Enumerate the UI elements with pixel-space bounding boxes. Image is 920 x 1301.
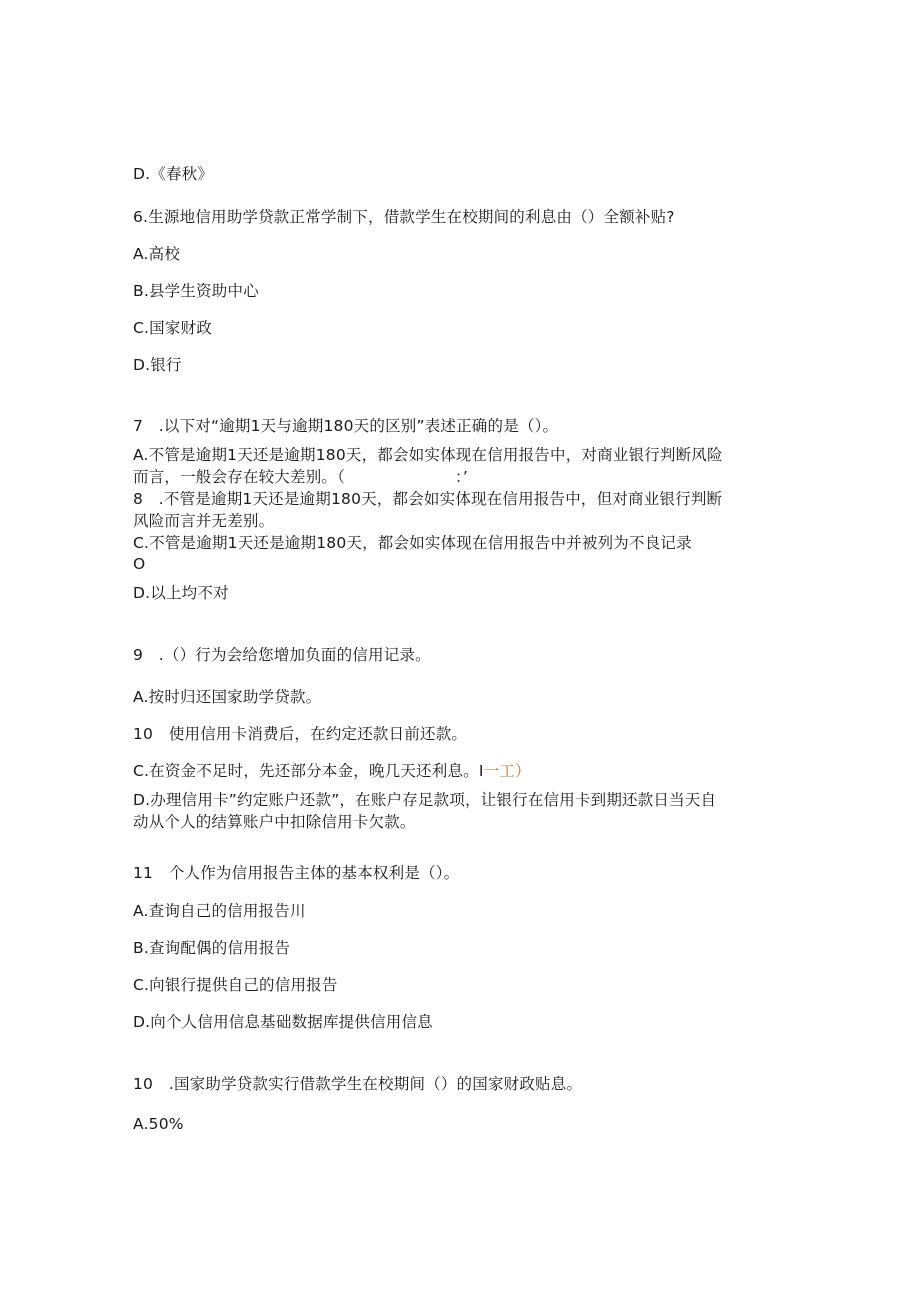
option-q11-b: B.查询配偶的信用报告 [133,939,291,957]
question-7: 7 .以下对“逾期1天与逾期180天的区别”表述正确的是（）。 [133,417,559,435]
option-q9-c [133,760,531,782]
question-12: 10 .国家助学贷款实行借款学生在校期间（）的国家财政贴息。 [133,1075,583,1093]
option-q9-c-text: C.在资金不足时，先还部分本金，晚几天还利息。I [133,762,484,780]
option-q7-b-line1: 8 .不管是逾期1天还是逾期180天，都会如实体现在信用报告中，但对商业银行判断 [133,490,723,508]
option-q11-d: D.向个人信用信息基础数据库提供信用信息 [133,1013,433,1031]
option-q7-a-line1: A.不管是逾期1天还是逾期180天，都会如实体现在信用报告中，对商业银行判断风险 [133,446,723,464]
question-6: 6.生源地信用助学贷款正常学制下，借款学生在校期间的利息由（）全额补贴? [133,208,675,226]
option-q5-d: D.《春秋》 [133,165,214,183]
option-q6-a: A.高校 [133,245,181,263]
option-q7-c-line1: C.不管是逾期1天还是逾期180天，都会如实体现在信用报告中并被列为不良记录 [133,534,692,552]
option-q7-a-line2: 而言，一般会存在较大差别。（ ：’ [133,468,469,486]
option-q11-a: A.查询自己的信用报告川 [133,902,306,920]
option-q7-b-line2: 风险而言并无差别。 [133,512,275,530]
option-q9-d-line1: D.办理信用卡”约定账户还款”，在账户存足款项，让银行在信用卡到期还款日当天自 [133,791,717,809]
option-q9-b: 10 使用信用卡消费后，在约定还款日前还款。 [133,725,468,743]
question-11: 11 个人作为信用报告主体的基本权利是（）。 [133,864,460,882]
option-q7-d: D.以上均不对 [133,584,229,602]
option-q9-a: A.按时归还国家助学贷款。 [133,688,322,706]
option-q6-c: C.国家财政 [133,319,212,337]
option-q11-c: C.向银行提供自己的信用报告 [133,976,338,994]
option-q7-c-line2: O [133,555,146,573]
faint-mark: 一工） [483,762,531,780]
question-9: 9 .（）行为会给您增加负面的信用记录。 [133,646,431,664]
option-q6-d: D.银行 [133,356,182,374]
option-q9-d-line2: 动从个人的结算账户中扣除信用卡欠款。 [133,813,416,831]
option-q6-b: B.县学生资助中心 [133,282,259,300]
option-q12-a: A.50% [133,1115,184,1133]
